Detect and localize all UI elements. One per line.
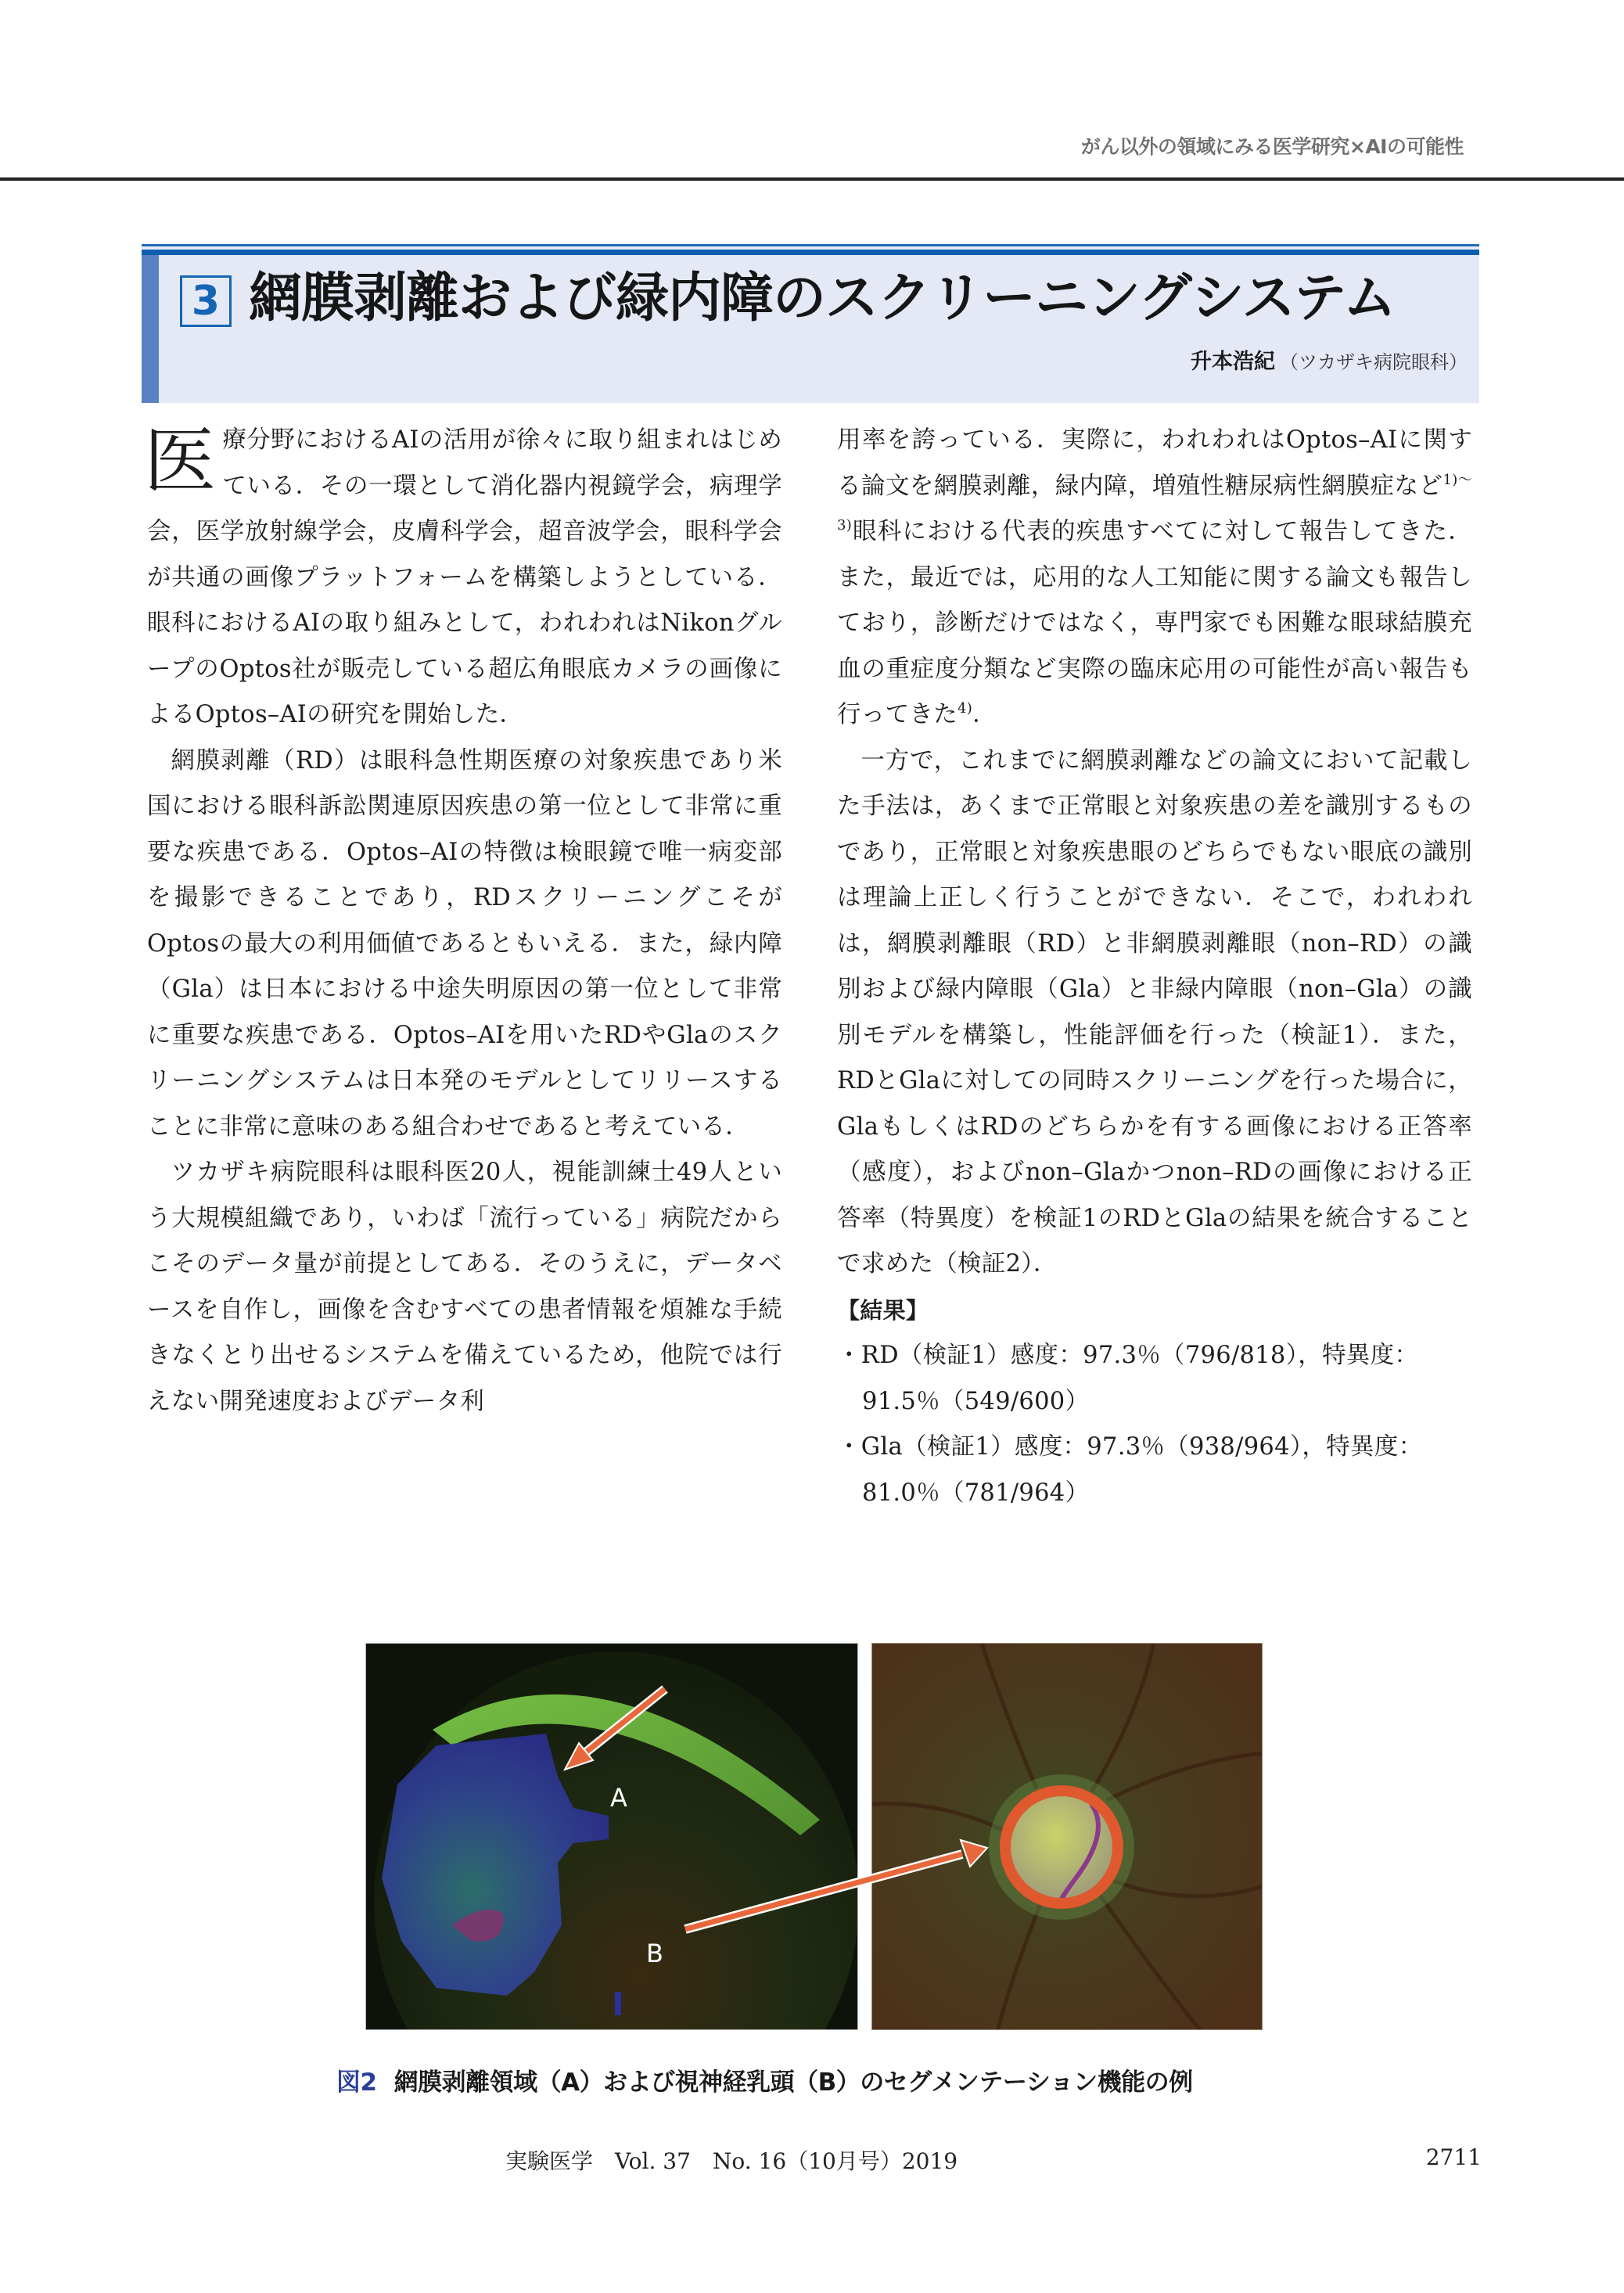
label-a: A: [610, 1783, 627, 1813]
results-heading: 【結果】: [837, 1296, 929, 1324]
paragraph: 網膜剥離（RD）は眼科急性期医療の対象疾患であり米国における眼科訴訟関連原因疾患の第一位として非常に重要な疾患である．Optos–AIの特徴は検眼鏡で唯一病変部を撮影できることであり，RDスクリーニングこそがOptosの最大の利用価値であるともいえる．また，緑内障（Gla）は日本における中途失明原因の第一位として非常に重要な疾患である．Optos–AIを用いたRDやGlaのスクリーニングシステムは日本発のモデルとしてリリースすることに非常に意味のある組合わせであると考えている．: [147, 746, 782, 1141]
paragraph-text: ．: [972, 701, 997, 728]
paragraph: 一方で，これまでに網膜剥離などの論文において記載した手法は，あくまで正常眼と対象疾患の差を識別するものであり，正常眼と対象疾患眼のどちらでもない眼底の識別は理論上正しく行うことができない．そこで，われわれは，網膜剥離眼（RD）と非網膜剥離眼（non–RD）の識別および緑内障眼（Gla）と非緑内障眼（non–Gla）の識別モデルを構築し，性能評価を行った（検証1）．また，RDとGlaに対しての同時スクリーニングを行った場合に，GlaもしくはRDのどちらかを有する画像における正答率（感度），およびnon–Glaかつnon–RDの画像における正答率（特異度）を検証1のRDとGlaの結果を統合することで求めた（検証2）．: [837, 746, 1472, 1278]
section-title: 網膜剥離および緑内障のスクリーニングシステム: [249, 268, 1396, 329]
fundus-illustration: [366, 1644, 858, 2030]
citation-ref: 4): [958, 700, 973, 717]
fundus-image-rd-segmentation: [365, 1643, 858, 2030]
title-top-bar: [142, 250, 1479, 255]
header-rule: [0, 177, 1624, 181]
figure-number: 図2: [336, 2068, 377, 2097]
segmentation-fragment: [615, 1992, 621, 2015]
right-column: [837, 418, 1472, 1516]
author-affiliation: （ツカザキ病院眼科）: [1280, 351, 1468, 373]
author-line: [1191, 344, 1468, 375]
optic-disc-illustration: [872, 1644, 1263, 2030]
label-b: B: [646, 1939, 663, 1968]
title-left-bar: [142, 255, 159, 403]
figure-caption-text: 網膜剥離領域（A）および視神経乳頭（B）のセグメンテーション機能の例: [393, 2068, 1193, 2097]
paragraph-text: 療分野におけるAIの活用が徐々に取り組まれはじめている．その一環として消化器内視鏡学会，病理学会，医学放射線学会，皮膚科学会，超音波学会，眼科学会が共通の画像プラットフォームを構築しようとしている．眼科におけるAIの取り組みとして，われわれはNikonグループのOptos社が販売している超広角眼底カメラの画像によるOptos–AIの研究を開始した．: [147, 426, 782, 728]
paragraph: ツカザキ病院眼科は眼科医20人，視能訓練士49人という大規模組織であり，いわば「流行っている」病院だからこそのデータ量が前提としてある．そのうえに，データベースを自作し，画像を含むすべての患者情報を煩雑な手続きなくとり出せるシステムを備えているため，他院では行えない開発速度およびデータ利: [147, 1159, 782, 1415]
optic-disc-image: [871, 1643, 1263, 2030]
author-name: 升本浩紀: [1191, 350, 1275, 374]
footer-journal: 実験医学 Vol. 37 No. 16（10月号）2019: [505, 2148, 958, 2174]
page-number: 2711: [1425, 2144, 1482, 2170]
left-column: [144, 418, 782, 1425]
running-head: がん以外の領域にみる医学研究×AIの可能性: [1080, 135, 1464, 158]
figure-caption: [336, 2062, 1193, 2097]
result-item-gla: ・Gla（検証1）感度：97.3％（938/964），特異度：81.0％（781/964）: [837, 1433, 1423, 1507]
paragraph-text: 眼科における代表的疾患すべてに対して報告してきた．また，最近では，応用的な人工知能に関する論文も報告しており，診断だけではなく，専門家でも困難な眼球結膜充血の重症度分類など実際の臨床応用の可能性が高い報告も行ってきた: [837, 518, 1472, 728]
title-top-line: [142, 244, 1479, 246]
citation-ref: 1)～3): [837, 471, 1473, 534]
result-item-rd: ・RD（検証1）感度：97.3％（796/818），特異度：91.5％（549/600）: [837, 1342, 1419, 1415]
section-number: 3: [180, 275, 232, 327]
drop-cap: 医: [144, 419, 217, 503]
paragraph-text: 用率を誇っている．実際に，われわれはOptos–AIに関する論文を網膜剥離，緑内障，増殖性糖尿病性網膜症など: [837, 426, 1472, 500]
paragraph: [837, 418, 1472, 739]
paragraph: [144, 418, 782, 739]
